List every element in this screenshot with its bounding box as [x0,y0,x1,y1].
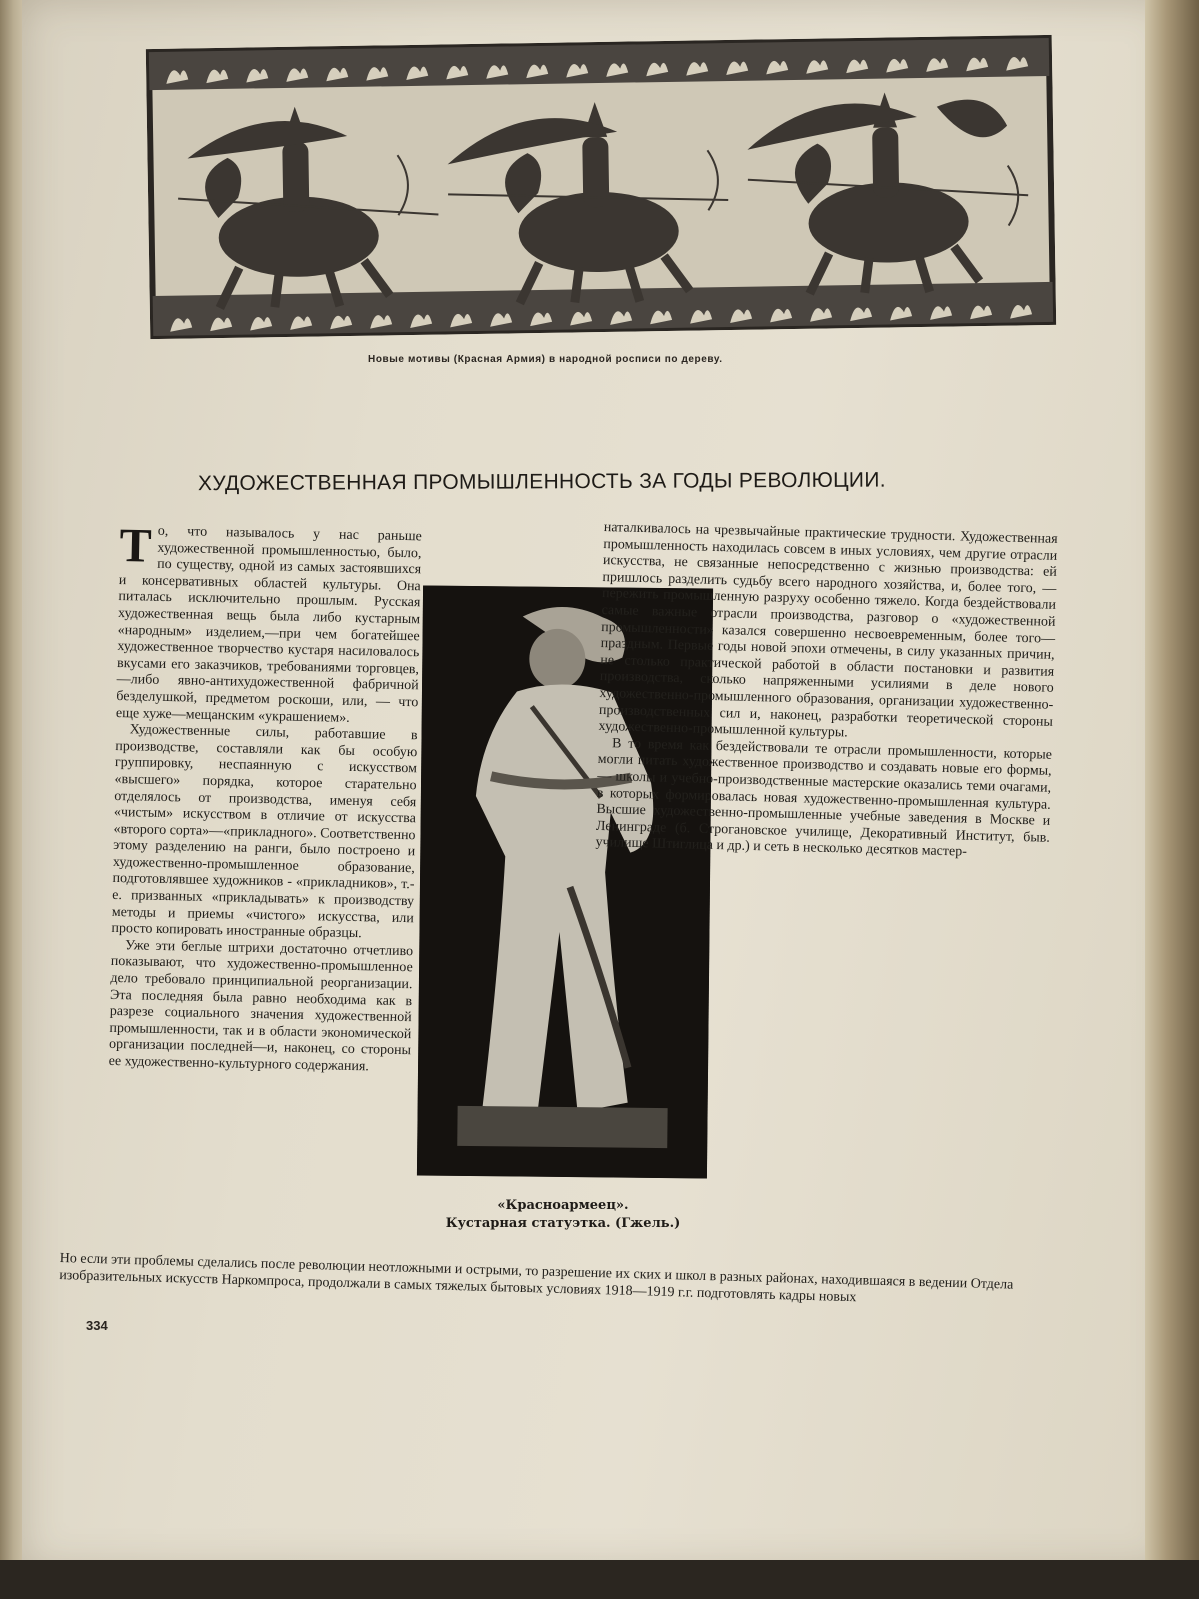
photo-caption [418,1197,708,1233]
paragraph: о, что называлось у нас раньше художественной промышленностью, было, по существу, одной из самых застоявшихся и консервативных областей культуры. Она питалась исключительно прошлым. Русская художественная вещь была либо кустарным «народным» изделием,—при чем богатейшее художественное творчество кустаря насиловалось вкусами его заказчиков, требованиями торговцев,—либо явно-антихудожественной фабричной безделушкой, предметом роскоши, или, — что еще хуже—мещанским «украшением». [115,523,422,726]
left-column [108,519,422,1077]
paragraph: наталкивалось на чрезвычайные практические трудности. Художественная промышленность находилась совсем в иных условиях, чем другие отрасли искусства, не связанные непосредственно с жизнью производства: ей пришлось разделить судьбу всего народного хозяйства, и, более того, — пережить промышленную разруху особенно тяжело. Когда бездействовали самые важные отрасли производства, разговор о «художественной промышленности» казался совершенно несвоевременным, более того—праздным. Первые годы новой эпохи отмечены, в силу указанных причин, не столько практической работой в области постановки и развития производства, сколько напряженными усилиями в деле нового художественно-промышленного образования, организации художественно-производственных сил и, наконец, разработки теоретической стороны художественно-промышленной культуры. [598,520,1058,741]
ornament-caption: Новые мотивы (Красная Армия) в народной росписи по дереву. [368,354,723,365]
bottom-text: Но если эти проблемы сделались после революции неотложными и острыми, то разрешение их ских и школ в разных районах, находившаяся в ведении Отдела изобразительных искусств Наркомпроса, продолжали в самых тяжелых бытовых условиях 1918—1919 г.г. подготовлять кадры новых [59,1250,1014,1306]
photo-caption-title: «Красноармеец». [497,1198,629,1213]
paragraph: В то время как бездействовали те отрасли промышленности, которые могли питать художественное производство и создавать новые его формы, — школы и учебно-производственные мастерские оказались теми очагами, в которых формировалась новая художественно-промышленная культура. Высшие художественно-промышленные учебные заведения в Москве и Ленинграде (б. Строгановское училище, Декоративный Институт, быв. училище Штиглица и др.) и сеть в несколько десятков мастер- [595,736,1053,860]
photo-caption-subtitle: Кустарная статуэтка. (Гжель.) [445,1216,681,1231]
article-title: ХУДОЖЕСТВЕННАЯ ПРОМЫШЛЕННОСТЬ ЗА ГОДЫ РЕВОЛЮЦИИ. [197,468,886,496]
table-surface [0,1560,1199,1599]
page-number: 334 [86,1318,108,1333]
right-column [595,520,1058,864]
paragraph: Уже эти беглые штрихи достаточно отчетливо показывают, что художественно-промышленное дело требовало принципиальной реорганизации. Эта последняя была равно необходима как в разрезе социального значения художественной промышленности, так и в области экономической организации последней—и, наконец, со стороны ее художественно-культурного содержания. [108,938,414,1075]
drop-cap: Т [118,519,153,573]
folk-painting-ornament [146,35,1056,339]
page-edge [1145,0,1199,1599]
paragraph: Художественные силы, работавшие в производстве, составляли как бы особую группировку, неспаянную с искусством «высшего» порядка, которое старательно отделялось от производства, именуя себя «чистым» искусством в отличие от искусства «второго сорта»—«прикладного». Соответственно этому разделению на ранги, было построено и художественно-промышленное образование, подготовлявшее художников - «прикладников», т.-е. призванных «прикладывать» к производству методы и приемы «чистого» искусства, или просто копировать иностранные образцы. [111,722,418,942]
